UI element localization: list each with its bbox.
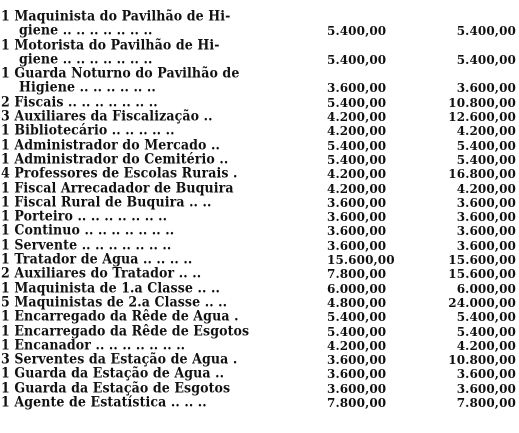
position-description: 1 Fiscal Rural de Buquira .. .. [1,194,212,210]
unit-salary: 5.400,00 [327,324,387,339]
total-salary: 5.400,00 [456,152,516,167]
table-row [1,396,519,410]
unit-salary: 5.400,00 [327,52,387,67]
unit-salary: 4.200,00 [327,181,387,196]
total-salary: 12.600,00 [448,110,516,125]
total-salary: 24.000,00 [448,295,516,310]
unit-salary: 4.200,00 [327,338,387,353]
position-description: 1 Tratador de Agua .. .. .. .. [1,251,193,268]
unit-salary: 3.600,00 [327,353,387,368]
position-description: 1 Bibliotecário .. .. .. .. .. [1,123,175,139]
table-row [1,367,519,381]
total-salary: 15.600,00 [448,267,516,282]
unit-salary: 5.400,00 [327,152,387,167]
position-description: 1 Guarda da Estação de Esgotos [1,380,231,396]
unit-salary: 5.400,00 [327,24,387,39]
position-description: 1 Fiscal Arrecadador de Buquira [1,180,234,196]
unit-salary: 5.400,00 [327,310,387,325]
unit-salary: 15.600,00 [327,253,395,268]
total-salary: 10.800,00 [448,95,516,110]
table-row [1,224,519,238]
table-row [1,325,519,339]
unit-salary: 7.800,00 [327,267,387,282]
total-salary: 10.800,00 [448,353,516,368]
unit-salary: 3.600,00 [327,210,387,225]
position-description: 3 Auxiliares da Fiscalização .. [1,108,213,125]
unit-salary: 4.200,00 [327,167,387,182]
table-row [1,182,519,196]
position-description: 1 Guarda da Estação de Agua .. [1,366,225,382]
total-salary: 4.200,00 [456,338,516,353]
unit-salary: 3.600,00 [327,81,387,96]
total-salary: 4.200,00 [456,181,516,196]
total-salary: 6.000,00 [456,281,516,296]
total-salary: 3.600,00 [456,367,516,382]
total-salary: 15.600,00 [448,253,516,268]
position-description: 1 Encanador .. .. .. .. .. .. .. [1,337,186,353]
position-description: 1 Agente de Estatística .. .. .. [1,394,207,410]
position-description: 5 Maquinistas de 2.a Classe .. .. [1,294,228,310]
unit-salary: 6.000,00 [327,281,387,296]
total-salary: 5.400,00 [456,24,516,39]
table-row [1,81,519,95]
unit-salary: 3.600,00 [327,224,387,239]
position-description: 2 Auxiliares do Tratador .. .. [1,266,202,282]
position-description: 1 Encarregado da Rêde de Esgotos [1,323,250,339]
position-description: 1 Maquinista de 1.a Classe .. .. [1,280,220,296]
unit-salary: 5.400,00 [327,138,387,153]
position-description: 1 Encarregado da Rêde de Agua . [1,309,239,325]
position-description: giene .. .. .. .. .. .. .. [19,23,153,39]
unit-salary: 3.600,00 [327,367,387,382]
total-salary: 16.800,00 [448,167,516,182]
position-description: 1 Administrador do Cemitério .. [1,151,229,167]
table-row [1,39,519,53]
unit-salary: 4.800,00 [327,295,387,310]
total-salary: 5.400,00 [456,138,516,153]
unit-salary: 3.600,00 [327,238,387,253]
position-description: 1 Maquinista do Pavilhão de Hi- [1,8,231,24]
table-row [1,282,519,296]
table-row [1,167,519,181]
position-description: Higiene .. .. .. .. .. .. [19,80,156,96]
position-description: 1 Guarda Noturno do Pavilhão de [1,66,240,82]
total-salary: 7.800,00 [456,396,516,411]
unit-salary: 4.200,00 [327,110,387,125]
total-salary: 3.600,00 [456,81,516,96]
position-description: giene .. .. .. .. .. .. .. [19,51,153,67]
total-salary: 4.200,00 [456,124,516,139]
position-description: 3 Serventes da Estação de Agua . [1,351,238,368]
position-description: 1 Administrador do Mercado .. [1,137,220,153]
unit-salary: 3.600,00 [327,195,387,210]
total-salary: 5.400,00 [456,52,516,67]
position-description: 2 Fiscais .. .. .. .. .. .. .. [1,94,158,110]
table-row [1,139,519,153]
total-salary: 5.400,00 [456,310,516,325]
unit-salary: 5.400,00 [327,95,387,110]
salary-table [1,10,519,410]
unit-salary: 3.600,00 [327,381,387,396]
total-salary: 3.600,00 [456,210,516,225]
table-row [1,267,519,281]
position-description: 4 Professores de Escolas Rurais . [1,166,238,182]
unit-salary: 4.200,00 [327,124,387,139]
position-description: 1 Porteiro .. .. .. .. .. .. .. [1,209,168,225]
total-salary: 5.400,00 [456,324,516,339]
position-description: 1 Continuo .. .. .. .. .. .. .. [1,223,175,239]
total-salary: 3.600,00 [456,238,516,253]
total-salary: 3.600,00 [456,224,516,239]
table-row [1,24,519,38]
total-salary: 3.600,00 [456,195,516,210]
position-description: 1 Motorista do Pavilhão de Hi- [1,37,220,53]
total-salary: 3.600,00 [456,381,516,396]
table-row [1,310,519,324]
table-row [1,124,519,138]
unit-salary: 7.800,00 [327,396,387,411]
position-description: 1 Servente .. .. .. .. .. .. .. [1,237,172,253]
